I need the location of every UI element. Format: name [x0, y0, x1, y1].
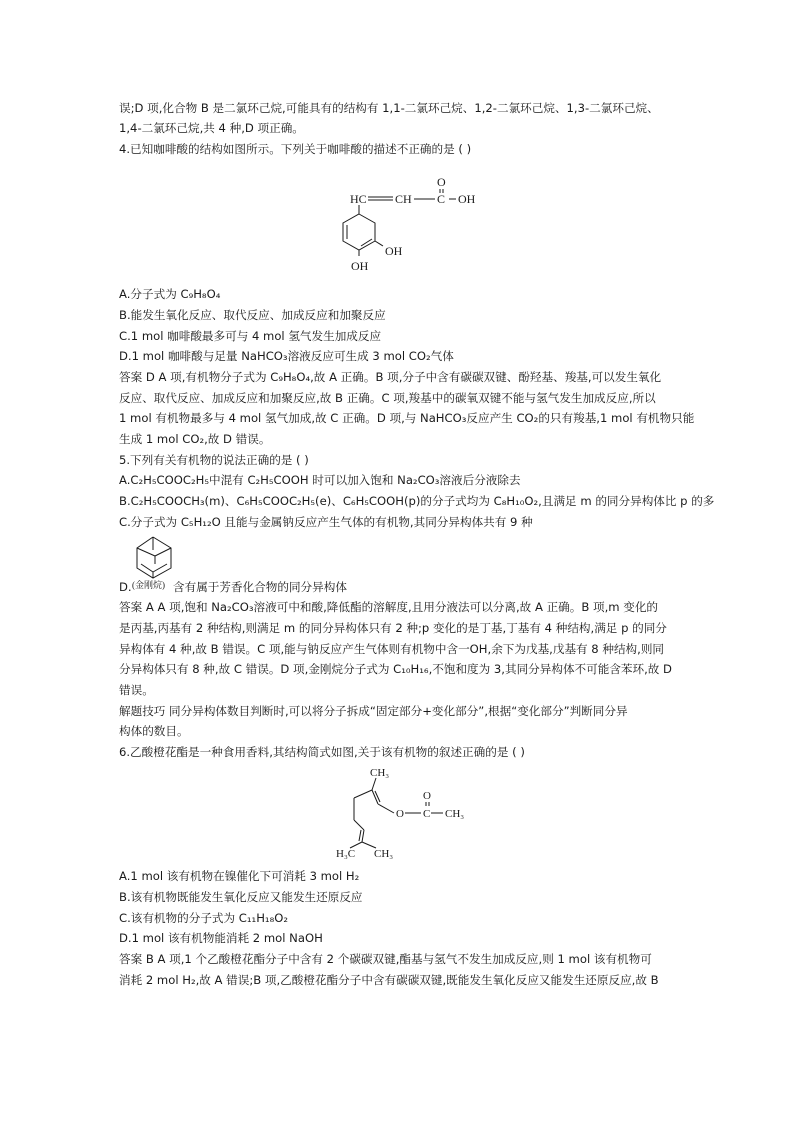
carbonyl-o-label: O [437, 178, 446, 189]
h3c-label: H₃C [336, 848, 356, 860]
acid-oh-label: OH [458, 192, 476, 206]
option-6b: B.该有机物既能发生氧化反应又能发生还原反应 [119, 890, 363, 904]
hc-label: HC [350, 192, 367, 206]
tip-line: 解题技巧 同分异构体数目判断时,可以将分子拆成“固定部分+变化部分”,根据“变化部分”判断同分异 [119, 704, 628, 718]
carbonyl-o-label: O [423, 790, 431, 802]
caffeic-acid-structure [340, 178, 480, 278]
ch3-right-label: CH₃ [445, 808, 465, 820]
neryl-acetate-structure [332, 764, 472, 864]
text-line: 生成 1 mol CO₂,故 D 错误。 [119, 432, 271, 446]
option-5a: A.C₂H₅COOC₂H₅中混有 C₂H₅COOH 时可以加入饱和 Na₂CO₃溶液后分液除去 [119, 473, 521, 487]
question-4: 4.已知咖啡酸的结构如图所示。下列关于咖啡酸的描述不正确的是 ( ) [119, 142, 472, 156]
text-line: 错误。 [119, 683, 154, 697]
option-6a: A.1 mol 该有机物在镍催化下可消耗 3 mol H₂ [119, 869, 360, 883]
text-line: 异构体有 4 种,故 B 错误。C 项,能与钠反应产生气体则有机物中含一OH,余下为戊基,戊基有 8 种结构,则同 [119, 642, 665, 656]
ester-o-label: O [396, 808, 404, 820]
question-6: 6.乙酸橙花酯是一种食用香料,其结构简式如图,关于该有机物的叙述正确的是 ( ) [119, 745, 525, 759]
text-line: 1 mol 有机物最多与 4 mol 氢气加成,故 C 正确。D 项,与 NaHCO₃反应产生 CO₂的只有羧基,1 mol 有机物只能 [119, 411, 695, 425]
ch-label: CH [395, 192, 412, 206]
option-5d-text: 含有属于芳香化合物的同分异构体 [173, 580, 347, 594]
option-5d: D. [119, 580, 132, 594]
option-5b: B.C₂H₅COOCH₃(m)、C₆H₅COOC₂H₅(e)、C₆H₅COOH(p)的分子式均为 C₈H₁₀O₂,且满足 m 的同分异构体比 p 的多 [119, 494, 715, 508]
answer-6: 答案 B A 项,1 个乙酸橙花酯分子中含有 2 个碳碳双键,酯基与氢气不发生加成反应,则 1 mol 该有机物可 [119, 952, 652, 966]
option-6d: D.1 mol 该有机物能消耗 2 mol NaOH [119, 931, 323, 945]
option-4c: C.1 mol 咖啡酸最多可与 4 mol 氢气发生加成反应 [119, 329, 382, 343]
text-line: 消耗 2 mol H₂,故 A 错误;B 项,乙酸橙花酯分子中含有碳碳双键,既能发生氧化反应又能发生还原反应,故 B [119, 973, 659, 987]
ch3-bottom-label: CH₃ [374, 848, 394, 860]
adamantane-caption: (金刚烷) [132, 580, 165, 590]
carbonyl-c-label: C [437, 192, 446, 206]
carbonyl-c-label: C [423, 808, 431, 820]
ch3-top-label: CH₃ [370, 767, 390, 779]
option-5c: C.分子式为 C₅H₁₂O 且能与金属钠反应产生气体的有机物,其同分异构体共有 9 种 [119, 515, 533, 529]
text-line: 构体的数目。 [119, 724, 189, 738]
text-line: 反应、取代反应、加成反应和加聚反应,故 B 正确。C 项,羧基中的碳氧双键不能与氢气发生加成反应,所以 [119, 391, 656, 405]
text-line: 误;D 项,化合物 B 是二氯环己烷,可能具有的结构有 1,1-二氯环己烷、1,2-二氯环己烷、1,3-二氯环己烷、 [119, 101, 659, 115]
text-line: 是丙基,丙基有 2 种结构,则满足 m 的同分异构体只有 2 种;p 变化的是丁基,丁基有 4 种结构,满足 p 的同分 [119, 621, 667, 635]
option-6c: C.该有机物的分子式为 C₁₁H₁₈O₂ [119, 911, 288, 925]
option-4a: A.分子式为 C₉H₈O₄ [119, 287, 221, 301]
option-4d: D.1 mol 咖啡酸与足量 NaHCO₃溶液反应可生成 3 mol CO₂气体 [119, 349, 454, 363]
option-4b: B.能发生氧化反应、取代反应、加成反应和加聚反应 [119, 308, 386, 322]
text-line: 分异构体只有 8 种,故 C 错误。D 项,金刚烷分子式为 C₁₀H₁₆,不饱和度为 3,其同分异构体不可能含苯环,故 D [119, 662, 672, 676]
text-line: 1,4-二氯环己烷,共 4 种,D 项正确。 [119, 121, 304, 135]
ring-oh-label: OH [385, 244, 403, 258]
para-oh-label: OH [351, 259, 369, 273]
answer-5: 答案 A A 项,饱和 Na₂CO₃溶液可中和酸,降低酯的溶解度,且用分液法可以分离,故 A 正确。B 项,m 变化的 [119, 600, 659, 614]
question-5: 5.下列有关有机物的说法正确的是 ( ) [119, 453, 309, 467]
answer-4: 答案 D A 项,有机物分子式为 C₉H₈O₄,故 A 正确。B 项,分子中含有碳碳双键、酚羟基、羧基,可以发生氧化 [119, 370, 662, 384]
